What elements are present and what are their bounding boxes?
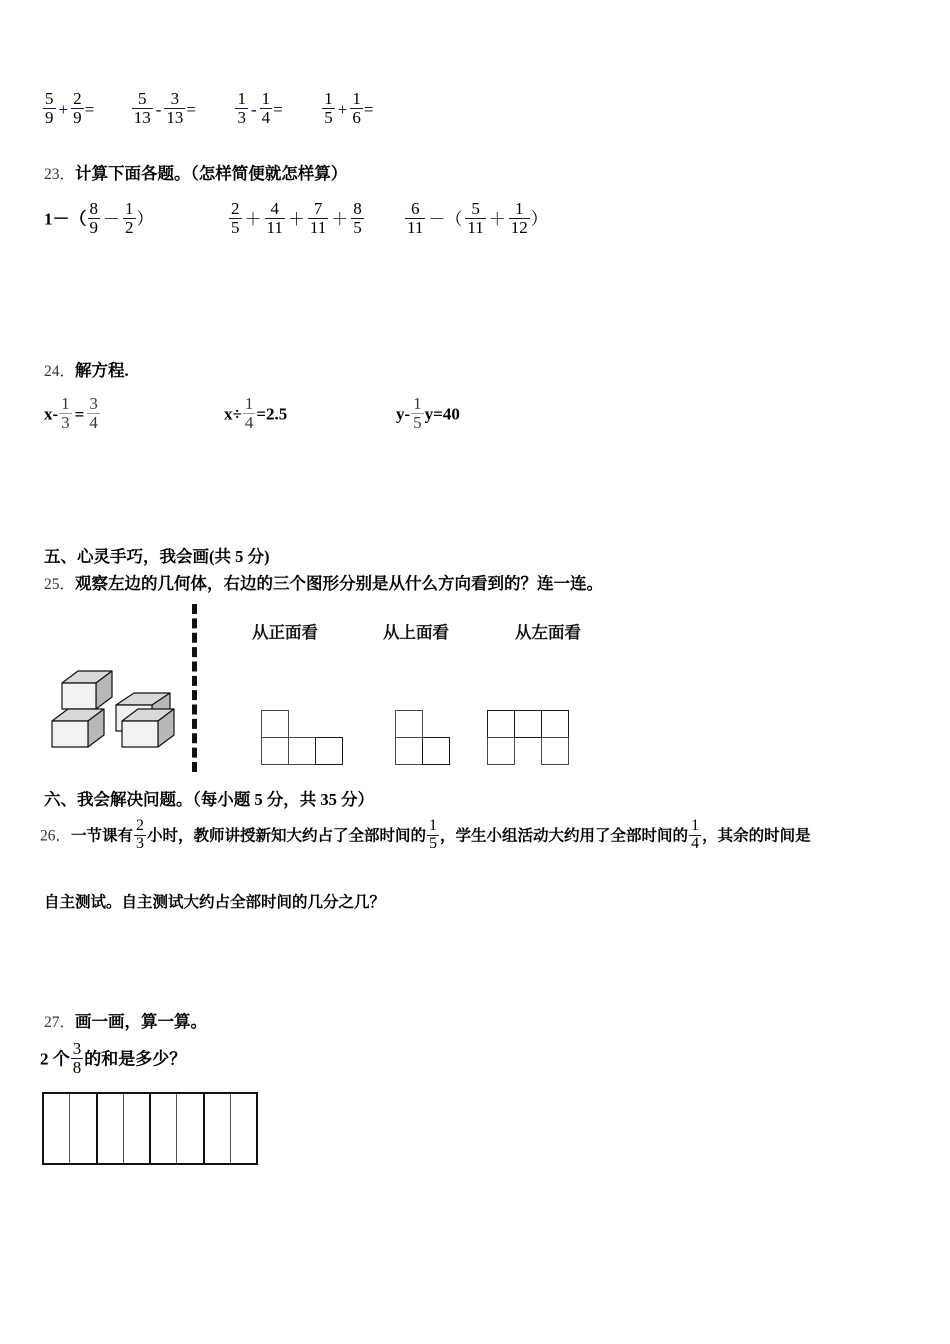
fraction-1-12: $\frac{1}{12}$ — [510, 199, 528, 237]
fraction-3-13: $\frac{3}{13}$ — [166, 89, 184, 127]
section-5-heading: 五、心灵手巧，我会画(共 5 分) — [44, 547, 270, 566]
q26-text-part-2: 小时，教师讲授新知大约占了全部时间的 — [147, 827, 427, 845]
fraction-2-9: $\frac{2}{9}$ — [73, 89, 82, 127]
cube-solid-svg — [44, 655, 184, 765]
fraction-1-4-eq: $\frac{1}{4}$ — [244, 394, 254, 432]
expr2-op3: ＋ — [331, 209, 349, 229]
exercise-item-2 — [131, 89, 201, 127]
fraction-1-6: $\frac{1}{6}$ — [352, 89, 361, 127]
eq3-tail: y=40 — [424, 404, 460, 424]
grid-cell — [395, 737, 423, 765]
q26-text-part-4: ，其余的时间是 — [702, 827, 811, 845]
operator-minus-2: - — [250, 99, 257, 119]
question-24-equation-3 — [396, 395, 460, 431]
exercise-item-4 — [321, 89, 374, 127]
eq3-lead: y- — [396, 404, 411, 424]
fraction-5-13: $\frac{5}{13}$ — [133, 89, 151, 127]
expr2-op1: ＋ — [244, 209, 262, 229]
question-25-header — [44, 570, 603, 594]
grid-cell — [514, 710, 542, 738]
bar-segment — [124, 1094, 151, 1163]
grid-cell — [395, 710, 423, 738]
fraction-2-3: $\frac{2}{3}$ — [136, 817, 145, 852]
fraction-3-8: $\frac{3}{8}$ — [72, 1039, 82, 1077]
question-26-line-2: 自主测试。自主测试大约占全部时间的几分之几？ — [44, 894, 386, 911]
expr1-lead: 1－（ — [44, 209, 87, 229]
question-24-header — [44, 357, 129, 381]
fraction-1-4-q26: $\frac{1}{4}$ — [691, 817, 700, 852]
view-label-front: 从正面看 — [252, 623, 318, 642]
exercise-row-22 — [42, 90, 373, 126]
expr3-op2: ＋ — [488, 209, 506, 229]
fraction-1-2: $\frac{1}{2}$ — [125, 199, 134, 237]
fraction-1-4: $\frac{1}{4}$ — [261, 89, 271, 127]
grid-cell — [288, 737, 316, 765]
equals-2: = — [186, 99, 196, 119]
question-27-header — [44, 1008, 207, 1032]
q27-tail: 的和是多少？ — [84, 1049, 187, 1069]
view-label-left: 从左面看 — [515, 623, 581, 642]
question-26-number: 26． — [40, 827, 72, 845]
expr1-tail: ） — [136, 209, 154, 229]
left-view-grid — [487, 710, 597, 766]
equals-1: = — [84, 99, 95, 119]
question-24-prompt: 解方程. — [75, 361, 129, 380]
fraction-8-9: $\frac{8}{9}$ — [89, 199, 98, 237]
grid-cell — [541, 737, 569, 765]
question-23-prompt: 计算下面各题。（怎样简便就怎样算） — [75, 164, 348, 183]
fraction-7-11: $\frac{7}{11}$ — [309, 199, 327, 237]
operator-plus-2: + — [337, 99, 348, 119]
dashed-divider — [192, 604, 197, 772]
grid-cell — [422, 737, 450, 765]
bar-segment — [205, 1094, 231, 1163]
q26-text-part-1: 一节课有 — [71, 827, 134, 845]
question-26-line-1 — [40, 818, 811, 852]
eq2-lead: x÷ — [224, 404, 242, 424]
fraction-1-5-eq: $\frac{1}{5}$ — [413, 394, 422, 432]
cube-solid-figure — [44, 655, 184, 770]
fraction-3-4-eq: $\frac{3}{4}$ — [89, 394, 98, 432]
operator-plus: + — [58, 99, 69, 119]
fraction-4-11: $\frac{4}{11}$ — [266, 199, 283, 237]
expr1-operator: － — [103, 209, 120, 229]
bar-segment — [44, 1094, 70, 1163]
grid-cell — [261, 710, 289, 738]
q27-lead: 2 个 — [40, 1049, 70, 1069]
question-24-number: 24． — [44, 363, 76, 380]
fraction-5-9: $\frac{5}{9}$ — [45, 89, 54, 127]
eighths-bar-diagram — [42, 1092, 258, 1165]
question-23-expression-3 — [404, 200, 548, 236]
question-27-prompt: 画一画，算一算。 — [75, 1012, 208, 1031]
question-23-number: 23． — [44, 166, 76, 183]
question-23-expression-2 — [228, 200, 365, 236]
fraction-1-5: $\frac{1}{5}$ — [324, 89, 333, 127]
exercise-item-3 — [234, 89, 287, 127]
fraction-6-11: $\frac{6}{11}$ — [407, 199, 424, 237]
expr3-op1: －（ — [428, 209, 463, 229]
view-label-top: 从上面看 — [383, 623, 449, 642]
expr2-op2: ＋ — [287, 209, 305, 229]
grid-cell — [487, 737, 515, 765]
fraction-5-11: $\frac{5}{11}$ — [467, 199, 484, 237]
q26-text-part-3: ，学生小组活动大约用了全部时间的 — [440, 827, 689, 845]
eq1-equals: = — [74, 404, 85, 424]
question-27-number: 27． — [44, 1014, 76, 1031]
grid-cell — [261, 737, 289, 765]
bar-segment — [98, 1094, 124, 1163]
equals-4: = — [363, 99, 374, 119]
question-24-equation-2 — [224, 395, 287, 431]
question-25-prompt: 观察左边的几何体，右边的三个图形分别是从什么方向看到的？连一连。 — [75, 574, 604, 593]
grid-cell — [315, 737, 343, 765]
section-6-heading: 六、我会解决问题。（每小题 5 分，共 35 分） — [44, 790, 374, 809]
front-view-grid — [261, 710, 371, 766]
top-view-grid — [395, 710, 485, 766]
bar-segment — [151, 1094, 177, 1163]
fraction-1-3: $\frac{1}{3}$ — [237, 89, 246, 127]
bar-segment — [177, 1094, 204, 1163]
question-25-number: 25． — [44, 576, 76, 593]
question-24-equation-1 — [44, 395, 101, 431]
grid-cell — [487, 710, 515, 738]
grid-cell — [541, 710, 569, 738]
bar-segment — [70, 1094, 97, 1163]
bar-segment — [231, 1094, 256, 1163]
fraction-2-5: $\frac{2}{5}$ — [231, 199, 240, 237]
fraction-1-3-eq: $\frac{1}{3}$ — [61, 394, 70, 432]
question-27-subprompt — [40, 1040, 186, 1076]
fraction-8-5: $\frac{8}{5}$ — [353, 199, 362, 237]
eq2-tail: =2.5 — [256, 404, 288, 424]
eq1-lead: x- — [44, 404, 59, 424]
question-23-header — [44, 160, 347, 184]
fraction-1-5-q26: $\frac{1}{5}$ — [429, 817, 438, 852]
exercise-item-1 — [42, 89, 98, 127]
expr3-tail: ） — [530, 209, 548, 229]
question-23-expression-1 — [44, 200, 154, 236]
equals-3: = — [273, 99, 283, 119]
operator-minus-1: - — [155, 99, 162, 119]
